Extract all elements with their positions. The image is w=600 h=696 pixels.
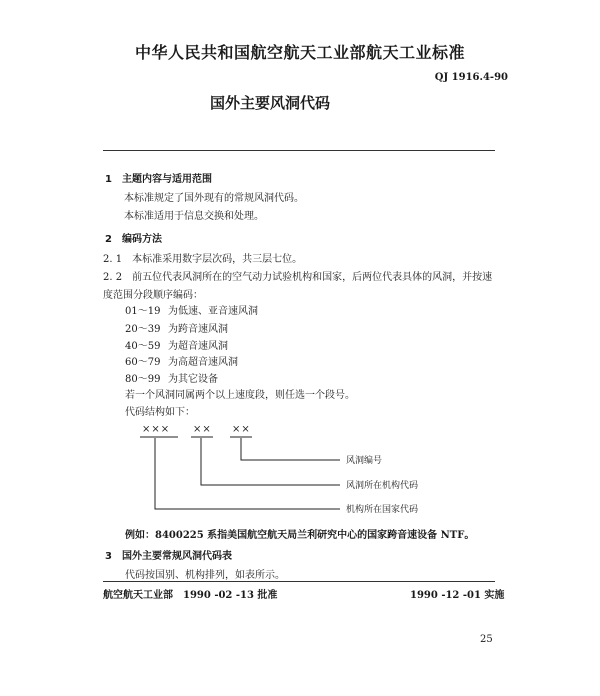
code-group-1: ×××	[142, 424, 171, 435]
section-3-line-1: 代码按国别、机构排列，如表所示。	[125, 570, 285, 581]
paragraph-2-1: 2. 1 本标准采用数字层次码，共三层七位。	[103, 254, 303, 265]
footer-rule	[103, 581, 495, 582]
section-1-heading: 1 主题内容与适用范围	[105, 174, 212, 185]
range-code: 20～39	[125, 324, 161, 335]
range-desc: 为高超音速风洞	[168, 357, 238, 368]
range-code: 60～79	[125, 357, 161, 368]
paragraph-2-2-line-2: 度范围分段顺序编码：	[103, 290, 203, 301]
section-1-line-1: 本标准规定了国外现有的常规风洞代码。	[124, 193, 304, 204]
example-text: 例如：8400225 系指美国航空航天局兰利研究中心的国家跨音速设备 NTF。	[125, 530, 475, 541]
country-leader	[155, 438, 340, 509]
institution-leader	[201, 438, 340, 485]
section-2-heading: 2 编码方法	[105, 234, 162, 245]
code-group-3: ××	[232, 424, 251, 435]
paragraph-2-2-line-1: 2. 2 前五位代表风洞所在的空气动力试验机构和国家，后两位代表具体的风洞，并按速	[103, 272, 493, 283]
approval-note: 航空航天工业部 1990 -02 -13 批准	[103, 590, 278, 601]
page-number: 25	[480, 634, 493, 645]
standard-title: 中华人民共和国航空航天工业部航天工业标准	[134, 43, 465, 62]
section-3-heading: 3 国外主要常规风洞代码表	[105, 551, 232, 562]
section-1-line-2: 本标准适用于信息交换和处理。	[124, 211, 264, 222]
code-group-2: ××	[193, 424, 212, 435]
wind-tunnel-leader	[241, 438, 340, 460]
standard-code: QJ 1916.4-90	[434, 72, 508, 83]
range-code: 40～59	[125, 341, 161, 352]
range-desc: 为跨音速风洞	[168, 324, 228, 335]
implementation-date: 1990 -12 -01 实施	[410, 590, 505, 601]
range-desc: 为低速、亚音速风洞	[168, 306, 258, 317]
document-title: 国外主要风洞代码	[209, 94, 330, 112]
range-desc: 为其它设备	[168, 374, 218, 385]
structure-intro: 代码结构如下：	[125, 407, 195, 418]
label-institution-code: 风洞所在机构代码	[346, 481, 419, 491]
label-wind-tunnel-number: 风洞编号	[346, 456, 383, 466]
range-code: 80～99	[125, 374, 161, 385]
label-country-code: 机构所在国家代码	[346, 505, 419, 515]
range-note: 若一个风洞同属两个以上速度段，则任选一个段号。	[125, 390, 355, 401]
range-desc: 为超音速风洞	[168, 341, 228, 352]
range-code: 01～19	[125, 306, 161, 317]
